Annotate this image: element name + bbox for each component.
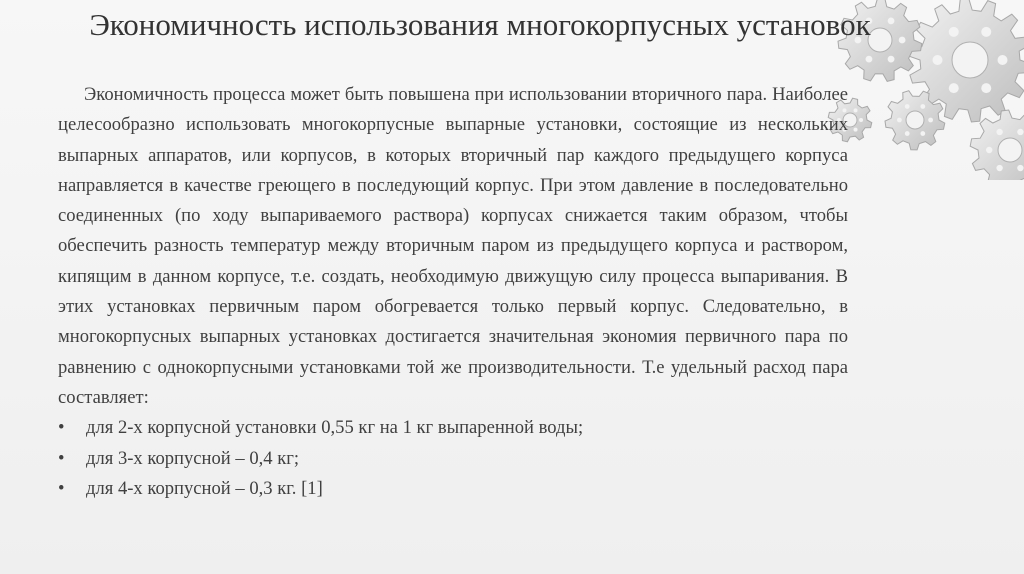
gear-hole — [897, 118, 902, 123]
gear-hole — [905, 131, 910, 136]
body-paragraph: Экономичность процесса может быть повышена при использовании вторичного пара. Наиболее целесообразно использовать многокорпусные выпарные установки, состоящие из нескольких выпарных аппаратов, или корпусов, в которых вторичный пар каждого предыдущего корпуса направляется в качестве греющего в последующий корпус. При этом давление в последовательно соединенных (по ходу выпариваемого раствора) корпусах снижается таким образом, чтобы обеспечить разность температур между вторичным паром из предыдущего корпуса и раствором, кипящим в данном корпусе, т.е. создать, необходимую движущую силу процесса выпаривания. В этих установках первичным паром обогревается только первый корпус. Следовательно, в многокорпусных выпарных установках достигается значительная экономия первичного пара по равнению с однокорпусными установками той же производительности. Т.е удельный расход пара составляет: — [58, 84, 848, 408]
gear-hole — [906, 111, 924, 129]
gear-hole — [949, 27, 959, 37]
gear-hole — [949, 83, 959, 93]
gear-hole — [998, 138, 1022, 162]
list-item-text: для 3-х корпусной – 0,4 кг; — [86, 447, 300, 469]
gear-hole — [986, 147, 992, 153]
list-item-text: для 2-х корпусной установки 0,55 кг на 1 кг выпаренной воды; — [86, 417, 584, 439]
gear-hole — [996, 165, 1002, 171]
slide-title: Экономичность использования многокорпусных установок — [89, 7, 871, 42]
bullet-list — [58, 413, 848, 504]
bullet-icon: • — [58, 477, 65, 499]
gear-hole — [928, 118, 933, 123]
list-item — [58, 413, 848, 443]
gear-hole — [920, 104, 925, 109]
gear-hole — [866, 56, 873, 63]
gear-hole — [981, 83, 991, 93]
gear-hole — [920, 131, 925, 136]
gear-hole — [933, 55, 943, 65]
gear-hole — [859, 118, 863, 122]
list-item — [58, 474, 848, 504]
gear-hole — [981, 27, 991, 37]
bullet-icon: • — [58, 447, 65, 469]
gear-hole — [854, 128, 858, 132]
gear-hole — [888, 56, 895, 63]
gear-hole — [998, 55, 1008, 65]
gear-hole — [1017, 129, 1023, 135]
gear-hole — [905, 104, 910, 109]
list-item-text: для 4-х корпусной – 0,3 кг. [1] — [86, 477, 323, 499]
gear-hole — [952, 42, 988, 78]
list-item — [58, 444, 848, 474]
bullet-icon: • — [58, 417, 65, 439]
gear-hole — [1017, 165, 1023, 171]
gear-hole — [996, 129, 1002, 135]
gear-hole — [854, 108, 858, 112]
slide-body — [58, 80, 848, 504]
